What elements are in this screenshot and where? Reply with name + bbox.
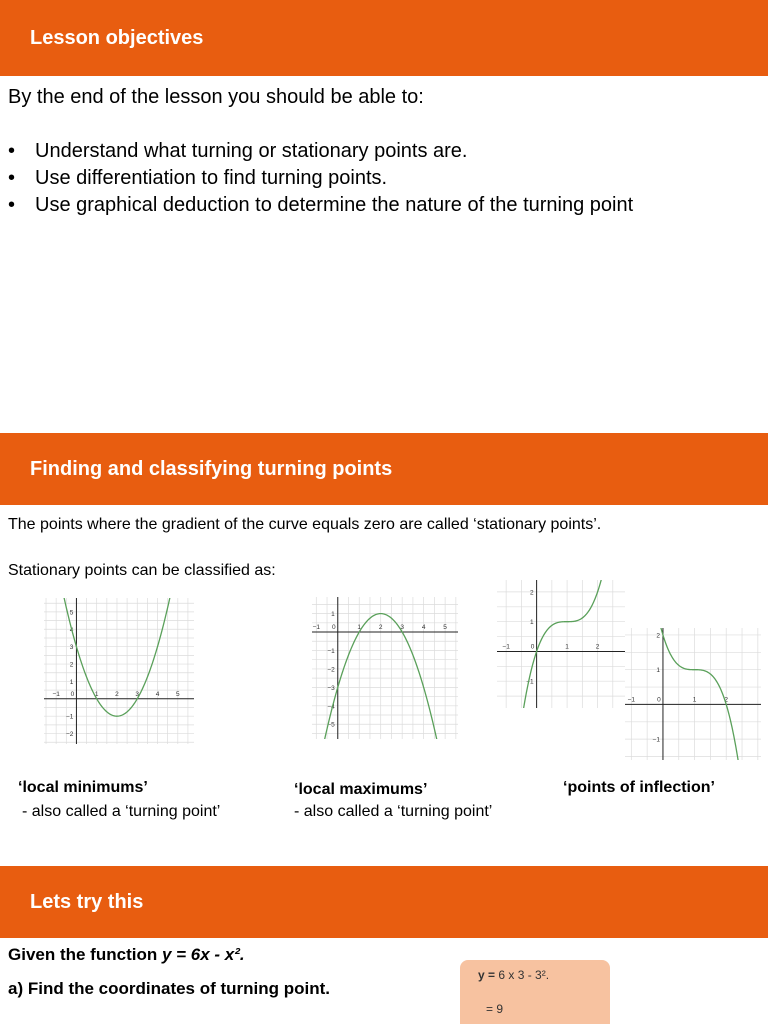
graph-inflection-up [497,580,625,708]
bullet-icon: • [8,194,16,216]
note-turning-point: - also called a ‘turning point’ [22,803,221,820]
x-tick-label: −1 [312,624,321,632]
y-tick-label: 1 [656,667,660,675]
given-function [8,945,245,965]
x-tick-label: 0 [70,690,75,698]
x-tick-label: 0 [657,696,661,704]
y-tick-label: 4 [69,626,74,634]
y-tick-label: 3 [69,644,74,652]
x-tick-label: 0 [331,624,336,632]
y-tick-label: 1 [69,678,74,686]
x-tick-label: 1 [565,643,569,651]
x-tick-label: 2 [724,696,729,704]
objective-text: Understand what turning or stationary points are. [35,140,468,162]
x-tick-label: 5 [175,690,180,698]
x-tick-label: 4 [421,624,426,632]
y-tick-label: −1 [652,736,660,744]
graph-svg [44,598,194,744]
y-tick-label: −1 [327,647,335,655]
classified-as-text: Stationary points can be classified as: [8,562,276,579]
x-tick-label: 3 [400,624,404,632]
bullet-icon: • [8,167,16,189]
bullet-icon: • [8,140,16,162]
x-tick-label: 2 [115,690,119,698]
answer-box [460,960,610,1024]
y-tick-label: −1 [526,678,534,686]
x-tick-label: 4 [155,690,160,698]
task-text: a) Find the coordinates of turning point. [8,979,331,998]
x-tick-label: 5 [443,624,447,632]
graph-local-maximum [312,597,458,739]
section-title: Lesson objectives [30,26,204,49]
objectives-list [8,138,633,219]
section-title: Lets try this [30,890,144,913]
objectives-intro: By the end of the lesson you should be able to: [8,86,424,108]
definition-text: The points where the gradient of the curve equals zero are called ‘stationary points’. [8,516,602,533]
y-tick-label: −2 [66,731,74,739]
function-expression: y = 6x - x². [161,945,245,964]
y-tick-label: 1 [331,611,335,619]
y-tick-label: −4 [327,703,335,711]
x-tick-label: 2 [595,643,600,651]
section-banner-classifying [0,433,768,505]
x-tick-label: −1 [52,690,60,698]
y-tick-label: −2 [327,666,335,674]
function-curve [653,628,744,760]
x-tick-label: 2 [378,624,383,632]
x-tick-label: −1 [502,643,510,651]
given-prefix: Given the function [8,945,162,964]
y-tick-label: −1 [66,713,74,721]
y-tick-label: 2 [656,632,660,640]
y-tick-label: 2 [69,661,74,669]
x-tick-label: 1 [357,624,362,632]
y-tick-label: −3 [327,684,335,692]
answer-line-1 [478,968,549,982]
answer-y-label: y = [478,968,499,982]
y-tick-label: 1 [529,619,534,627]
graph-local-minimum [44,598,194,744]
section-banner-objectives [0,0,768,76]
note-turning-point: - also called a ‘turning point’ [294,803,493,820]
list-item [8,192,633,219]
x-tick-label: 3 [135,690,140,698]
section-title: Finding and classifying turning points [30,457,393,480]
label-local-minimums: ‘local minimums’ [18,779,148,796]
label-points-of-inflection: ‘points of inflection’ [563,779,715,796]
y-tick-label: 5 [69,609,74,617]
objective-text: Use graphical deduction to determine the nature of the turning point [35,194,634,216]
label-local-maximums: ‘local maximums’ [294,781,428,798]
y-tick-label: −5 [327,721,335,729]
answer-line-2: = 9 [486,1002,504,1016]
objective-text: Use differentiation to find turning points. [35,167,388,189]
graph-svg [312,597,458,739]
section-banner-try-this [0,866,768,938]
list-item [8,165,633,192]
list-item [8,138,633,165]
x-tick-label: 1 [94,690,99,698]
x-tick-label: 1 [692,696,697,704]
y-tick-label: 2 [529,589,534,597]
graph-svg [625,628,761,760]
x-tick-label: −1 [627,696,636,704]
graph-inflection-down [625,628,761,760]
answer-expression: 6 x 3 - 3². [498,968,550,982]
graph-svg [497,580,625,708]
x-tick-label: 0 [530,643,535,651]
